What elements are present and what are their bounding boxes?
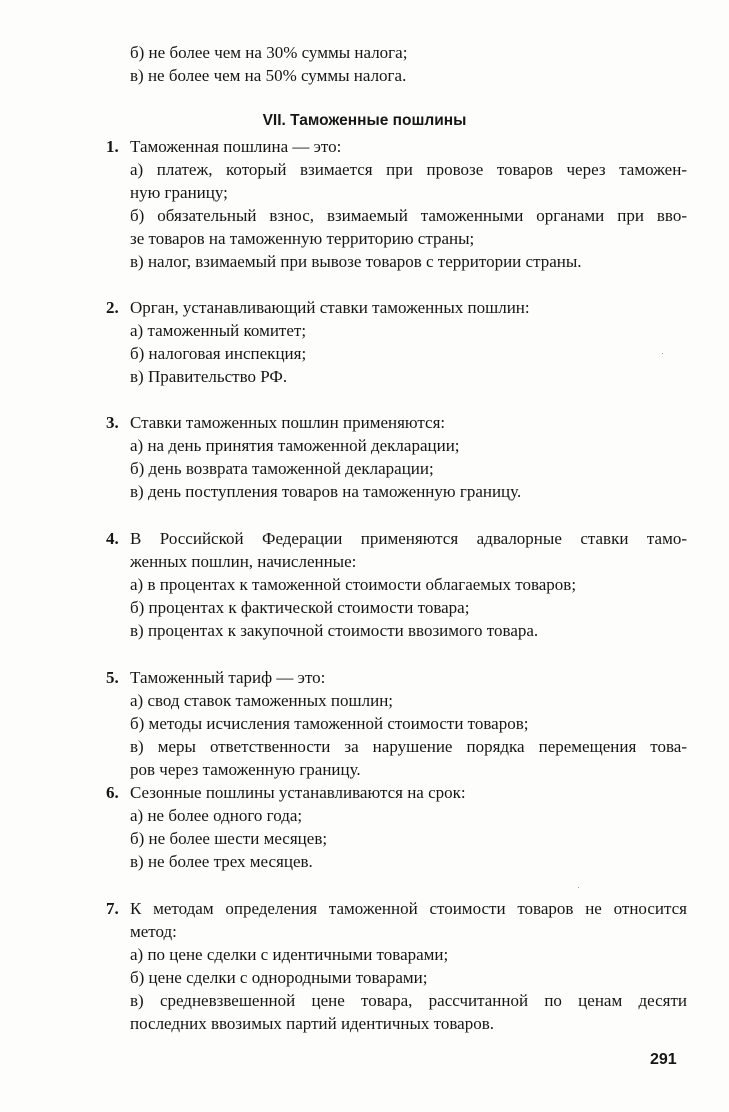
answer-option: б) цене сделки с однородными товарами; [130, 968, 428, 987]
question-number: 4. [106, 529, 119, 548]
answer-option: в) не более трех месяцев. [130, 852, 313, 871]
question-stem: Ставки таможенных пошлин применяются: [130, 413, 446, 432]
question-number: 1. [106, 137, 119, 156]
question-number: 5. [106, 668, 119, 687]
scan-speck [662, 353, 663, 354]
answer-option-cont: ров через таможенную границу. [130, 760, 361, 779]
answer-option: б) процентах к фактической стоимости товара; [130, 598, 470, 617]
answer-option: б) день возврата таможенной декларации; [130, 459, 434, 478]
answer-option: б) методы исчисления таможенной стоимости товаров; [130, 714, 529, 733]
page-number: 291 [650, 1051, 677, 1068]
question-number: 3. [106, 413, 119, 432]
question-stem-cont: метод: [130, 922, 177, 941]
carryover-line: в) не более чем на 50% суммы налога. [130, 66, 407, 85]
answer-option-cont: последних ввозимых партий идентичных товаров. [130, 1014, 495, 1033]
scan-speck [578, 887, 579, 888]
question-stem: Таможенная пошлина — это: [130, 137, 342, 156]
question-stem: В Российской Федерации применяются адвалорные ставки тамо- [130, 529, 687, 548]
answer-option: а) не более одного года; [130, 806, 303, 825]
answer-option: в) Правительство РФ. [130, 367, 288, 386]
answer-option: а) в процентах к таможенной стоимости облагаемых товаров; [130, 575, 577, 594]
answer-option-cont: зе товаров на таможенную территорию страны; [130, 229, 475, 248]
answer-option: б) обязательный взнос, взимаемый таможенными органами при вво- [130, 206, 687, 225]
answer-option: в) день поступления товаров на таможенную границу. [130, 482, 522, 501]
answer-option: б) налоговая инспекция; [130, 344, 307, 363]
question-stem: К методам определения таможенной стоимости товаров не относится [130, 899, 687, 918]
answer-option: б) не более шести месяцев; [130, 829, 328, 848]
answer-option: в) процентах к закупочной стоимости ввозимого товара. [130, 621, 539, 640]
answer-option: а) платеж, который взимается при провозе товаров через таможен- [130, 160, 687, 179]
answer-option: а) по цене сделки с идентичными товарами; [130, 945, 449, 964]
question-number: 2. [106, 298, 119, 317]
question-number: 7. [106, 899, 119, 918]
answer-option-cont: ную границу; [130, 183, 228, 202]
answer-option: в) средневзвешенной цене товара, рассчитанной по ценам десяти [130, 991, 687, 1010]
question-number: 6. [106, 783, 119, 802]
section-title: VII. Таможенные пошлины [262, 112, 467, 129]
question-stem-cont: женных пошлин, начисленные: [130, 552, 357, 571]
answer-option: в) меры ответственности за нарушение порядка перемещения това- [130, 737, 687, 756]
question-stem: Орган, устанавливающий ставки таможенных пошлин: [130, 298, 530, 317]
question-stem: Таможенный тариф — это: [130, 668, 326, 687]
carryover-line: б) не более чем на 30% суммы налога; [130, 43, 408, 62]
question-stem: Сезонные пошлины устанавливаются на срок: [130, 783, 466, 802]
answer-option: а) на день принятия таможенной декларации; [130, 436, 460, 455]
answer-option: а) таможенный комитет; [130, 321, 307, 340]
answer-option: а) свод ставок таможенных пошлин; [130, 691, 394, 710]
answer-option: в) налог, взимаемый при вывозе товаров с территории страны. [130, 252, 582, 271]
